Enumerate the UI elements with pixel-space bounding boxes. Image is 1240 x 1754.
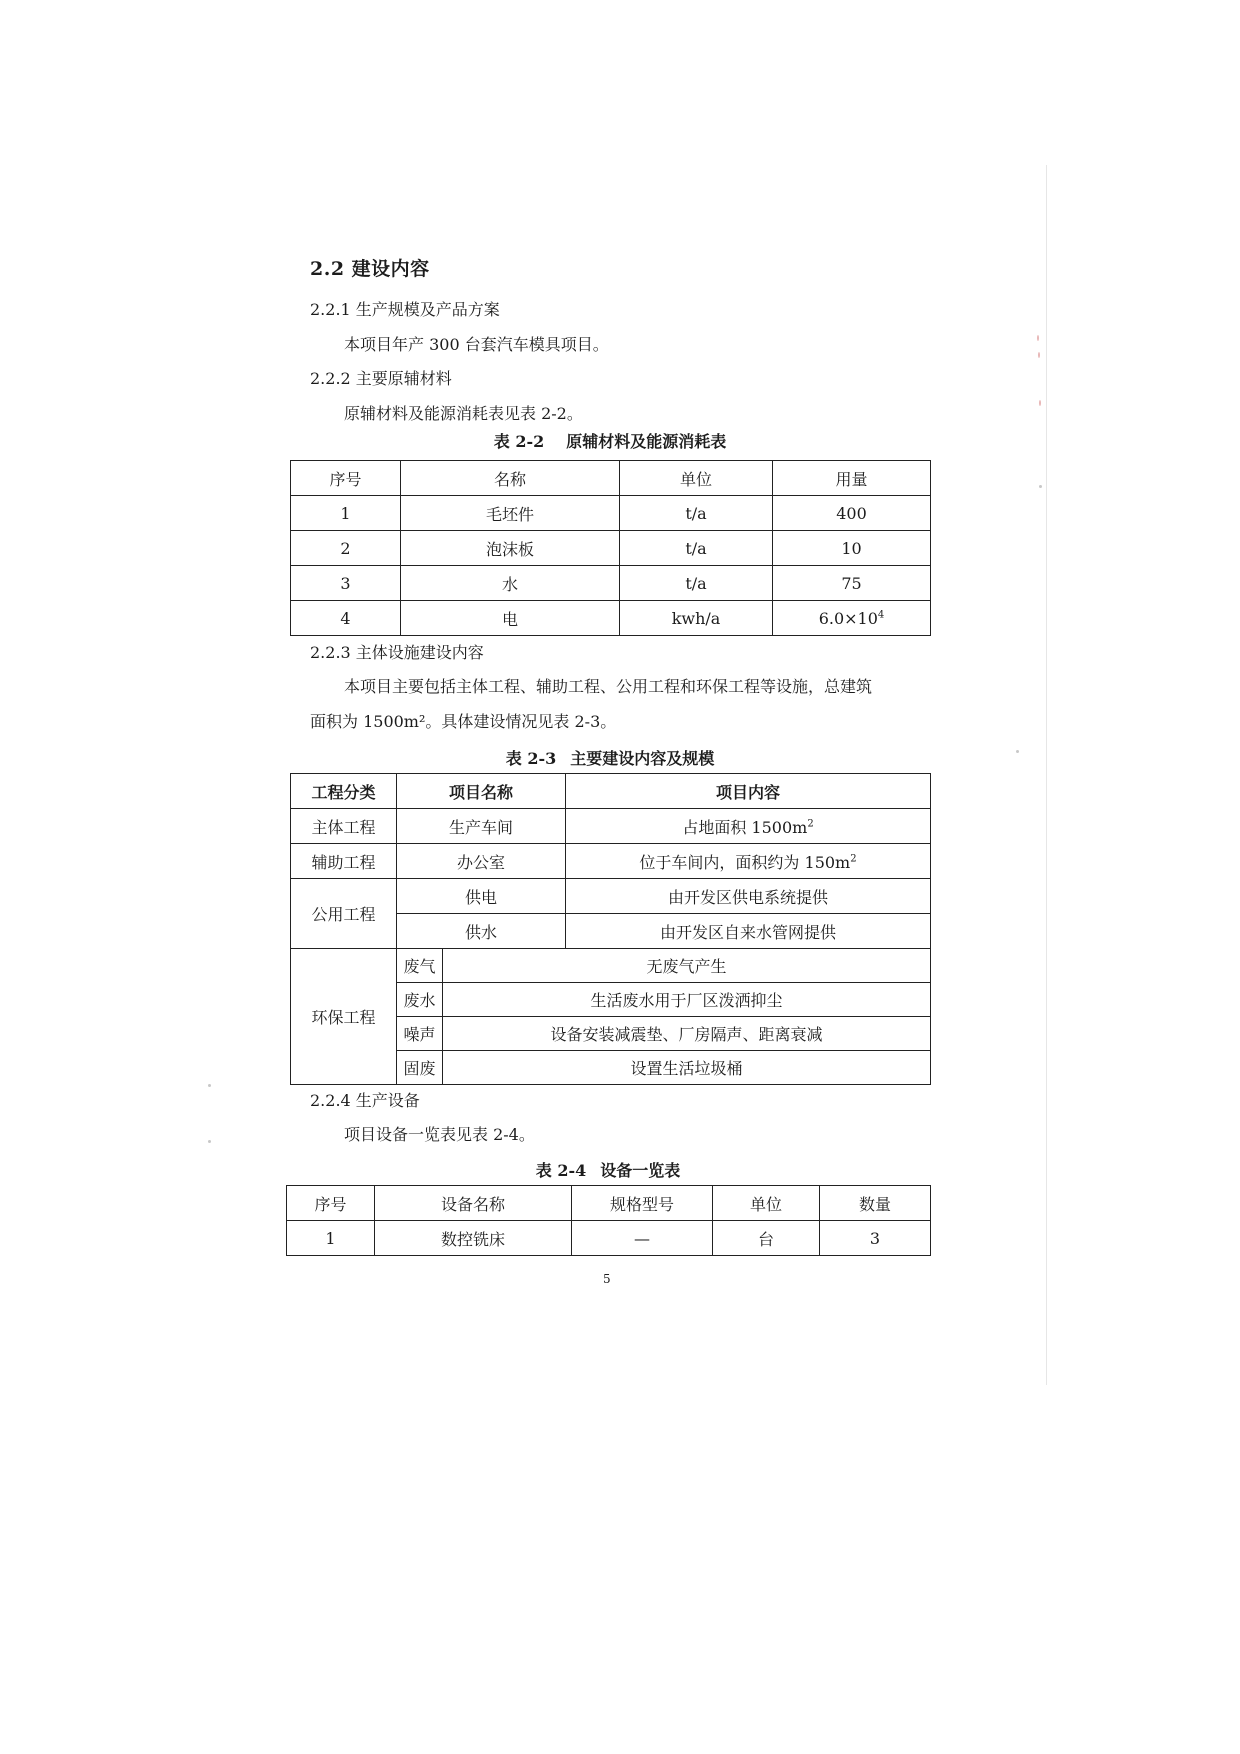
table-header-row <box>291 461 931 496</box>
section-title: 2.2 建设内容 <box>310 258 430 280</box>
table-cell: 主体工程 <box>291 809 397 844</box>
table-cell <box>566 809 931 844</box>
table-cell: t/a <box>620 566 773 601</box>
table-cell: 台 <box>713 1221 820 1256</box>
scan-speck <box>1039 400 1041 406</box>
scan-speck <box>1038 352 1040 358</box>
table-cell: 设备安装减震垫、厂房隔声、距离衰减 <box>443 1017 931 1051</box>
header-cell: 序号 <box>287 1186 375 1221</box>
caption-title: 设备一览表 <box>600 1161 681 1180</box>
paragraph-equipment-ref: 项目设备一览表见表 2-4。 <box>344 1125 535 1144</box>
caption-title: 主要建设内容及规模 <box>570 749 715 768</box>
table-row <box>291 949 931 983</box>
header-cell: 数量 <box>820 1186 931 1221</box>
table-row <box>291 879 931 914</box>
table-cell: 1 <box>291 496 401 531</box>
superscript: 2 <box>850 853 857 865</box>
header-cell: 设备名称 <box>375 1186 572 1221</box>
subsection-heading-2-2-1: 2.2.1 生产规模及产品方案 <box>310 300 500 319</box>
caption-number: 表 2-2 <box>493 432 545 451</box>
caption-number: 表 2-3 <box>505 749 557 768</box>
table-cell: 噪声 <box>397 1017 443 1051</box>
table-cell: 数控铣床 <box>375 1221 572 1256</box>
table-cell: 供电 <box>397 879 566 914</box>
table-cell: 1 <box>287 1221 375 1256</box>
page-number: 5 <box>603 1272 611 1286</box>
table-cell: 400 <box>773 496 931 531</box>
scan-speck <box>1037 335 1039 341</box>
table-cell: 75 <box>773 566 931 601</box>
table-cell: t/a <box>620 496 773 531</box>
content-text: 占地面积 1500m <box>682 817 808 837</box>
paragraph-facilities-line2: 面积为 1500m²。具体建设情况见表 2-3。 <box>310 712 617 731</box>
table-cell: 废水 <box>397 983 443 1017</box>
exponent: 4 <box>877 609 885 621</box>
table-cell: 固废 <box>397 1051 443 1085</box>
table-cell: 毛坯件 <box>401 496 620 531</box>
table-cell: 无废气产生 <box>443 949 931 983</box>
scan-speck <box>1016 750 1019 753</box>
table-2-3-caption <box>290 746 930 769</box>
scan-speck <box>208 1084 211 1087</box>
table-2-4 <box>286 1185 931 1256</box>
header-cell: 工程分类 <box>291 774 397 809</box>
scan-speck <box>1039 485 1042 488</box>
subsection-heading-2-2-2: 2.2.2 主要原辅材料 <box>310 369 452 388</box>
table-header-row <box>287 1186 931 1221</box>
paragraph-production-scale: 本项目年产 300 台套汽车模具项目。 <box>344 335 609 354</box>
table-cell: t/a <box>620 531 773 566</box>
table-cell: kwh/a <box>620 601 773 636</box>
table-cell: 电 <box>401 601 620 636</box>
table-cell <box>773 601 931 636</box>
table-2-3 <box>290 773 931 1085</box>
content-text: 位于车间内，面积约为 150m <box>639 852 851 872</box>
header-cell: 规格型号 <box>572 1186 713 1221</box>
scan-edge-line <box>1046 165 1047 1385</box>
table-cell: 辅助工程 <box>291 844 397 879</box>
paragraph-materials-ref: 原辅材料及能源消耗表见表 2-2。 <box>344 404 583 423</box>
table-cell: 供水 <box>397 914 566 949</box>
table-cell: 泡沫板 <box>401 531 620 566</box>
table-cell: 环保工程 <box>291 949 397 1085</box>
usage-value: 6.0×10 <box>818 608 878 628</box>
table-header-row <box>291 774 931 809</box>
caption-title: 原辅材料及能源消耗表 <box>566 432 727 451</box>
paragraph-facilities-line1: 本项目主要包括主体工程、辅助工程、公用工程和环保工程等设施，总建筑 <box>344 677 873 696</box>
table-cell: 生活废水用于厂区泼洒抑尘 <box>443 983 931 1017</box>
table-cell: 公用工程 <box>291 879 397 949</box>
table-cell: 生产车间 <box>397 809 566 844</box>
table-row <box>291 531 931 566</box>
table-cell: 办公室 <box>397 844 566 879</box>
header-cell: 序号 <box>291 461 401 496</box>
table-cell: 设置生活垃圾桶 <box>443 1051 931 1085</box>
caption-number: 表 2-4 <box>535 1161 587 1180</box>
table-cell: 3 <box>820 1221 931 1256</box>
scan-speck <box>208 1140 211 1143</box>
table-row <box>291 566 931 601</box>
table-2-2 <box>290 460 931 636</box>
table-cell: 由开发区供电系统提供 <box>566 879 931 914</box>
table-cell: 4 <box>291 601 401 636</box>
header-cell: 用量 <box>773 461 931 496</box>
table-cell <box>566 844 931 879</box>
subsection-heading-2-2-3: 2.2.3 主体设施建设内容 <box>310 643 484 662</box>
header-cell: 单位 <box>620 461 773 496</box>
header-cell: 项目内容 <box>566 774 931 809</box>
table-row <box>291 844 931 879</box>
table-cell: 水 <box>401 566 620 601</box>
superscript: 2 <box>807 818 814 830</box>
table-row <box>287 1221 931 1256</box>
table-cell: 由开发区自来水管网提供 <box>566 914 931 949</box>
table-cell: 2 <box>291 531 401 566</box>
table-row <box>291 601 931 636</box>
table-row <box>291 809 931 844</box>
subsection-heading-2-2-4: 2.2.4 生产设备 <box>310 1091 420 1110</box>
table-2-2-caption <box>290 429 930 452</box>
table-cell: 10 <box>773 531 931 566</box>
header-cell: 名称 <box>401 461 620 496</box>
table-cell: — <box>572 1221 713 1256</box>
header-cell: 项目名称 <box>397 774 566 809</box>
table-row <box>291 496 931 531</box>
table-cell: 3 <box>291 566 401 601</box>
table-cell: 废气 <box>397 949 443 983</box>
header-cell: 单位 <box>713 1186 820 1221</box>
table-2-4-caption <box>286 1158 930 1181</box>
